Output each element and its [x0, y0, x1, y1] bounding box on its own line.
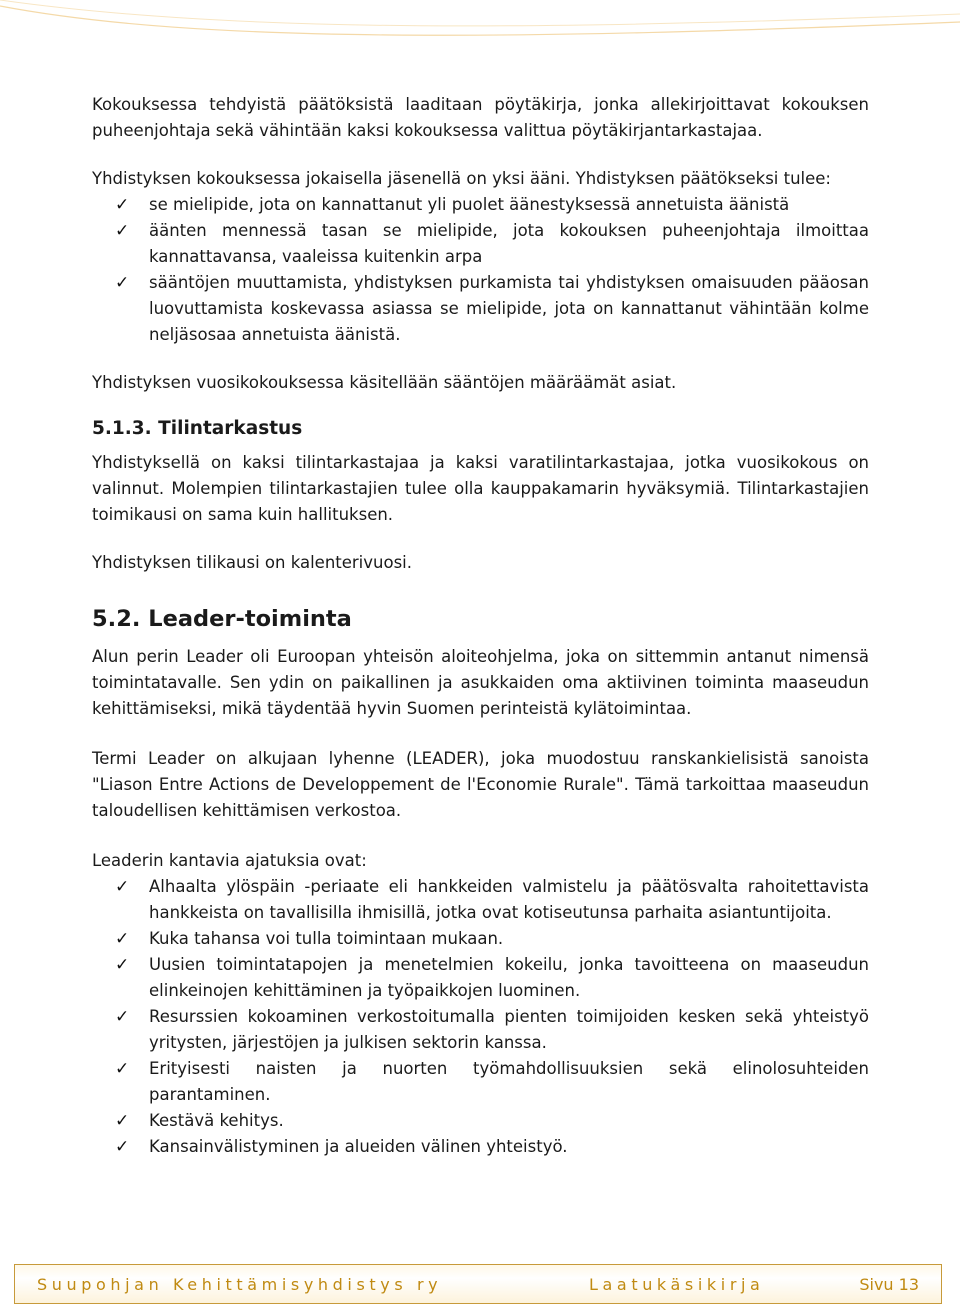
page-content	[92, 92, 869, 1160]
list-item: ✓ Resurssien kokoaminen verkostoitumalla pienten toimijoiden kesken sekä yhteistyö yritysten, järjestöjen ja julkisen sektorin kanssa.	[92, 1004, 869, 1056]
paragraph-leader-term: Termi Leader on alkujaan lyhenne (LEADER), joka muodostuu ranskankielisistä sanoista "Liason Entre Actions de Developpement de l'Economie Rurale". Tämä tarkoittaa maaseudun taloudellisen kehittämisen verkostoa.	[92, 749, 869, 820]
checkmark-icon: ✓	[115, 1059, 130, 1079]
list-item: ✓ se mielipide, jota on kannattanut yli puolet äänestyksessä annetuista äänistä	[92, 192, 869, 218]
checkmark-icon: ✓	[115, 955, 130, 975]
list-item: ✓ Kestävä kehitys.	[92, 1108, 869, 1134]
page-footer	[14, 1264, 942, 1304]
checkmark-icon: ✓	[115, 1007, 130, 1027]
footer-page-number: Sivu 13	[859, 1275, 919, 1294]
leader-principles-list	[92, 874, 869, 1160]
footer-organization: Suupohjan Kehittämisyhdistys ry	[37, 1275, 443, 1294]
checkmark-icon: ✓	[115, 273, 130, 293]
checkmark-icon: ✓	[115, 195, 130, 215]
list-item: ✓ Kuka tahansa voi tulla toimintaan mukaan.	[92, 926, 869, 952]
footer-manual-title: Laatukäsikirja	[589, 1275, 765, 1294]
list-item: ✓ Alhaalta ylöspäin -periaate eli hankkeiden valmistelu ja päätösvalta rahoitettavista hankkeista on tavallisilla ihmisillä, jotka ovat kotiseutunsa parhaita asiantuntijoita.	[92, 874, 869, 926]
list-item: ✓ Kansainvälistyminen ja alueiden välinen yhteistyö.	[92, 1134, 869, 1160]
paragraph-leader-ideas: Leaderin kantavia ajatuksia ovat:	[92, 851, 367, 870]
decorative-header-curve	[0, 0, 960, 70]
paragraph-minutes: Kokouksessa tehdyistä päätöksistä laaditaan pöytäkirja, jonka allekirjoittavat kokouksen puheenjohtaja sekä vähintään kaksi kokouksessa valittua pöytäkirjantarkastajaa.	[92, 95, 869, 140]
paragraph-fiscal-year: Yhdistyksen tilikausi on kalenterivuosi.	[92, 553, 413, 572]
list-item: ✓ äänten mennessä tasan se mielipide, jota kokouksen puheenjohtaja ilmoittaa kannattavansa, vaaleissa kuitenkin arpa	[92, 218, 869, 270]
paragraph-leader-origin: Alun perin Leader oli Euroopan yhteisön aloiteohjelma, joka on sittemmin antanut nimensä toimintatavalle. Sen ydin on paikallinen ja asukkaiden oma aktiivinen toiminta maaseudun kehittämiseksi, mikä täydentää hyvin Suomen perinteistä kylätoimintaa.	[92, 647, 869, 718]
paragraph-voting: Yhdistyksen kokouksessa jokaisella jäsenellä on yksi ääni. Yhdistyksen päätökseksi tulee:	[92, 169, 831, 188]
list-item: ✓ Erityisesti naisten ja nuorten työmahdollisuuksien sekä elinolosuhteiden parantaminen.	[92, 1056, 869, 1108]
paragraph-auditors: Yhdistyksellä on kaksi tilintarkastajaa ja kaksi varatilintarkastajaa, jotka vuosikokous on valinnut. Molempien tilintarkastajien tulee olla kauppakamarin hyväksymiä. Tilintarkastajien toimikausi on sama kuin hallituksen.	[92, 453, 869, 524]
list-item: ✓ Uusien toimintatapojen ja menetelmien kokeilu, jonka tavoitteena on maaseudun elinkeinojen kehittäminen ja työpaikkojen luominen.	[92, 952, 869, 1004]
checkmark-icon: ✓	[115, 1137, 130, 1157]
list-item: ✓ sääntöjen muuttamista, yhdistyksen purkamista tai yhdistyksen omaisuuden pääosan luovuttamista koskevassa asiassa se mielipide, jota on kannattanut vähintään kolme neljäsosaa annetuista äänistä.	[92, 270, 869, 348]
checkmark-icon: ✓	[115, 1111, 130, 1131]
checkmark-icon: ✓	[115, 221, 130, 241]
checkmark-icon: ✓	[115, 877, 130, 897]
checkmark-icon: ✓	[115, 929, 130, 949]
section-heading-audit: 5.1.3. Tilintarkastus	[92, 418, 303, 439]
decision-list	[92, 192, 869, 348]
section-heading-leader: 5.2. Leader-toiminta	[92, 606, 352, 632]
paragraph-annual-meeting: Yhdistyksen vuosikokouksessa käsitellään sääntöjen määräämät asiat.	[92, 373, 677, 392]
